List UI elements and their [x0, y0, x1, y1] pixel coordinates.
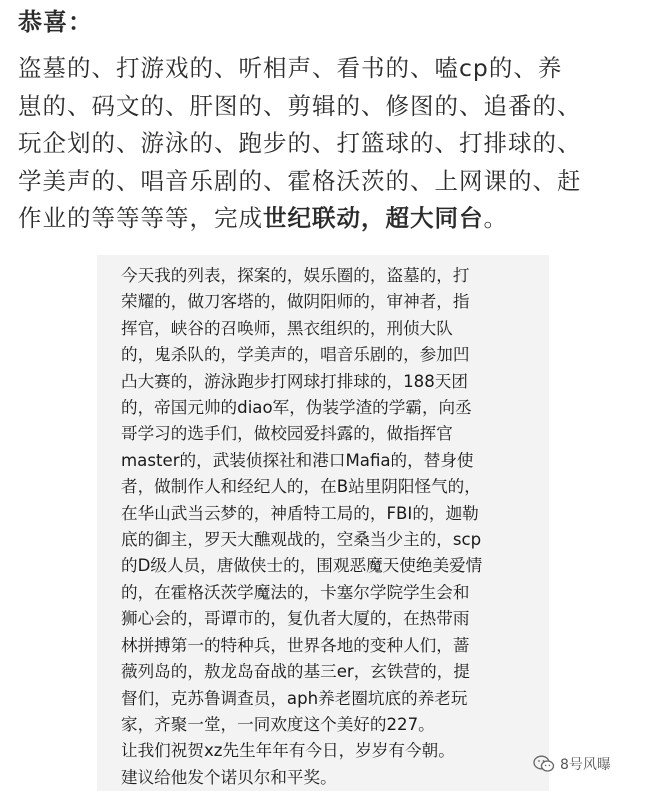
watermark — [533, 754, 611, 774]
heading: 恭喜： — [18, 8, 93, 36]
quoted-screenshot — [97, 255, 549, 791]
quoted-line: 让我们祝贺xz先生年年有今日，岁岁有今朝。 — [121, 741, 455, 761]
quoted-line: 的，在霍格沃茨学魔法的，卡塞尔学院学生会和 — [121, 582, 470, 602]
quoted-line: 挥官，峡谷的召唤师，黑衣组织的，刑侦大队 — [121, 318, 453, 338]
quoted-line: 底的御主，罗天大醮观战的，空桑当少主的，scp — [121, 530, 482, 550]
quoted-line: 督们，克苏鲁调查员，aph养老圈坑底的养老玩 — [121, 688, 468, 708]
lead-line: 崽的、码文的、肝图的、剪辑的、修图的、追番的、 — [18, 91, 582, 120]
quoted-line: master的，武装侦探社和港口Mafia的，替身使 — [121, 450, 474, 470]
quoted-line: 的，帝国元帅的diao军，伪装学渣的学霸，向丞 — [121, 398, 472, 418]
lead-line: 玩企划的、游泳的、跑步的、打篮球的、打排球的、 — [18, 129, 582, 157]
lead-paragraph — [18, 50, 630, 238]
quoted-line: 的D级人员，唐做侠士的，围观恶魔天使绝美爱情 — [121, 556, 483, 576]
quoted-line: 荣耀的，做刀客塔的，做阴阳师的，审神者，指 — [121, 292, 470, 312]
lead-last-line — [18, 200, 630, 238]
quoted-line: 今天我的列表，探案的，娱乐圈的，盗墓的，打 — [121, 266, 470, 285]
quoted-line: 家，齐聚一堂，一同欢度这个美好的227。 — [121, 714, 435, 734]
quoted-text — [121, 263, 549, 791]
quoted-line: 的，鬼杀队的，学美声的，唱音乐剧的，参加凹 — [121, 345, 470, 365]
watermark-text: 8号风曝 — [560, 757, 611, 773]
lead-line: 盗墓的、打游戏的、听相声、看书的、嗑cp的、养 — [18, 54, 563, 82]
quoted-line: 者，做制作人和经纪人的，在B站里阴阳怪气的， — [121, 477, 481, 497]
wechat-icon — [533, 755, 555, 773]
quoted-line: 哥学习的选手们，做校园爱抖露的，做指挥官 — [121, 424, 453, 444]
quoted-line: 凸大赛的，游泳跑步打网球打排球的，188天团 — [121, 371, 468, 391]
quoted-line: 在华山武当云梦的，神盾特工局的，FBI的，迦勒 — [121, 503, 479, 523]
quoted-line: 狮心会的，哥谭市的，复仇者大厦的，在热带雨 — [121, 609, 470, 629]
lead-emphasis: 世纪联动，超大同台 — [263, 204, 484, 232]
quoted-line: 林拼搏第一的特种兵，世界各地的变种人们，蔷 — [121, 635, 470, 655]
lead-last-prefix: 作业的等等等等，完成 — [18, 204, 263, 232]
quoted-line: 建议给他发个诺贝尔和平奖。 — [121, 767, 337, 787]
lead-line: 学美声的、唱音乐剧的、霍格沃茨的、上网课的、赶 — [18, 166, 582, 195]
lead-last-suffix: 。 — [483, 204, 508, 232]
quoted-line: 薇列岛的，敖龙岛奋战的基三er，玄铁营的，提 — [121, 662, 470, 682]
